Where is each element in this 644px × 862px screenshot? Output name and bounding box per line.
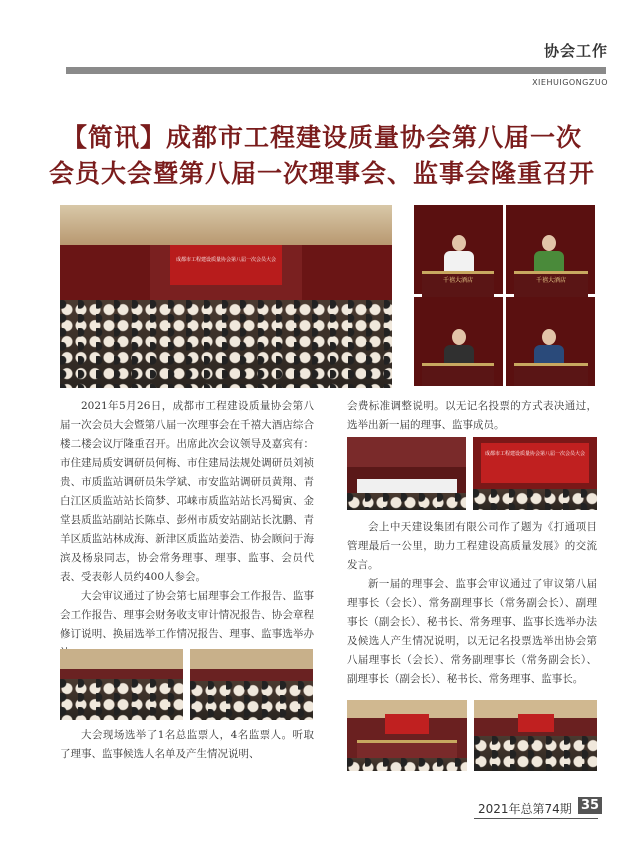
podium-text-2: 千禧大酒店 [535, 277, 566, 284]
photo-audience-left [60, 649, 183, 720]
paragraph: 2021年5月26日，成都市工程建设质量协会第八届一次会员大会暨第八届一次理事会在千禧大酒店综合楼二楼会议厅隆重召开。出席此次会议领导及嘉宾有：市住建局质安调研员何梅、市住建局法规处调研员刘祯贵、市质监站调研员朱学斌、市安监站调研员黄翔、青白江区质监站站长筒梦、邛崃市质监站站长冯蜀寅、金堂县质监站副站长陈卓、彭州市质安站副站长沈鹏、青羊区质监站林成海、新津区质监站姜浩、协会顾问于海滨及杨泉同志，协会常务理事、理事、监事、会员代表、受表彰人员约400人参会。 [60, 400, 314, 583]
photo-screen [473, 437, 597, 510]
article-title-line2: 会员大会暨第八届一次理事会、监事会隆重召开 [48, 159, 595, 188]
paragraph: 大会现场选举了1名总监票人，4名监票人。听取了理事、监事候选人名单及产生情况说明、 [60, 729, 314, 760]
photo-meeting-hall [60, 205, 392, 388]
article-title-line1: 【简讯】成都市工程建设质量协会第八届一次 [61, 123, 582, 152]
issue-number: 2021年总第74期 [478, 802, 572, 816]
header-bar [66, 67, 606, 74]
footer-line [474, 818, 598, 819]
paragraph: 会上中天建设集团有限公司作了题为《打通项目管理最后一公里，助力工程建设高质量发展》的交流发言。 [347, 521, 597, 571]
photo-speakers [414, 205, 595, 386]
page-number: 35 [578, 797, 602, 814]
hall-banner-text: 成都市工程建设质量协会第八届一次会员大会 [176, 257, 277, 263]
paragraph: 会费标准调整说明。以无记名投票的方式表决通过，选举出新一届的理事、监事成员。 [347, 400, 597, 431]
paragraph: 新一届的理事会、监事会审议通过了审议第八届理事长（会长）、常务副理事长（常务副会长）、副理事长（副会长）、秘书长、常务理事、监事长选举办法及候选人产生情况说明，以无记名投票选举出协会第八届理事长（会长）、常务副理事长（常务副会长）、副理事长（副会长）、秘书长、常务理事、监事长。 [347, 578, 597, 685]
left-column-text [60, 397, 314, 663]
section-title: 协会工作 [543, 42, 608, 60]
photo-podium-wide [347, 700, 467, 771]
left-column-bottom-text [60, 726, 314, 764]
podium-text-1: 千禧大酒店 [442, 277, 473, 284]
right-column-top-text [347, 397, 597, 435]
photo-audience-right [190, 649, 313, 720]
paragraph: 大会审议通过了协会第七届理事会工作报告、监事会工作报告、理事会财务收支审计情况报告、协会章程修订说明、换届选举工作情况报告、理事、监事选举办 [60, 590, 314, 640]
section-pinyin: XIEHUIGONGZUO [532, 78, 608, 87]
photo-hall-wide [474, 700, 597, 771]
screen-banner-text: 成都市工程建设质量协会第八届一次会员大会 [484, 451, 585, 457]
right-column-text [347, 518, 597, 689]
photo-registration [347, 437, 466, 510]
